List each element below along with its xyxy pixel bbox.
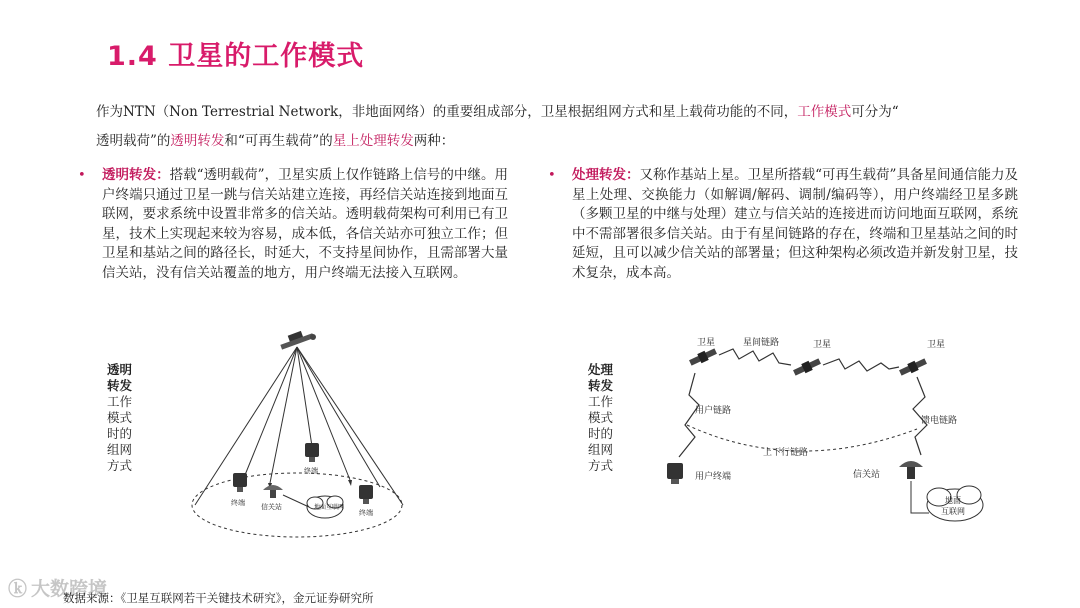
gateway-label: 信关站: [853, 470, 881, 480]
gateway-label: 信关站: [261, 503, 282, 511]
data-source-note: 数据来源：《卫星互联网若干关键技术研究》，金元证券研究所: [63, 591, 374, 605]
intro-paragraph: [96, 98, 1016, 156]
feeder-link-label: 馈电链路: [921, 416, 958, 426]
terminal-label: 终端: [231, 499, 245, 507]
transparent-forwarding-bullet: [78, 166, 508, 283]
gateway-internet-link: [911, 481, 929, 513]
intro-text: 作为NTN（Non Terrestrial Network，非地面网络）的重要组成部分，卫星根据组网方式和星上载荷功能的不同，: [96, 104, 798, 120]
intro-text-end: 可分为“: [851, 104, 899, 120]
left-diagram-caption: [107, 362, 141, 474]
right-diagram-caption: [588, 362, 622, 474]
beam-lines: [195, 347, 403, 505]
inter-satellite-link-1: [719, 349, 791, 365]
satellite-icon: [792, 357, 822, 378]
bullet-text: [102, 166, 508, 283]
internet-label: 地面互联网: [314, 504, 345, 511]
intro-highlight-onboard: 星上处理转发: [332, 133, 414, 149]
satellite-label: 卫星: [813, 340, 832, 350]
bullet-heading: 透明转发：: [102, 167, 170, 183]
satellite-icon: [280, 331, 316, 350]
inter-satellite-link-label: 星间链路: [743, 338, 780, 348]
intro-text: 透明载荷”的: [96, 133, 171, 149]
internet-label-1: 地面: [945, 496, 961, 505]
bullet-marker: •: [548, 168, 556, 183]
user-terminal-icon: [667, 463, 683, 484]
terminal-icon: [305, 443, 319, 462]
terminal-icon: [359, 485, 373, 504]
bullet-heading: 处理转发：: [572, 167, 640, 183]
intro-highlight-transparent: 透明转发: [170, 133, 225, 149]
transparent-network-diagram: [185, 325, 455, 547]
intro-text: 两种：: [413, 133, 455, 149]
gateway-dish-icon: [263, 485, 283, 498]
internet-label-2: 互联网: [941, 507, 965, 516]
caption-rest: 工作模式时的组网方式: [588, 394, 614, 473]
inter-satellite-link-2: [823, 359, 899, 371]
bullet-marker: •: [78, 168, 86, 183]
intro-line-1: [96, 98, 1016, 127]
satellite-icon: [898, 357, 928, 378]
processing-network-diagram: [655, 325, 995, 525]
gateway-dish-icon: [899, 461, 923, 479]
watermark-text: 大数跨境: [31, 578, 108, 600]
intro-highlight-mode: 工作模式: [797, 104, 852, 120]
processing-forwarding-bullet: [548, 166, 1018, 283]
satellite-label: 卫星: [927, 340, 946, 350]
bullet-body: 又称作基站上星。卫星所搭载“可再生载荷”具备星间通信能力及星上处理、交换能力（如解调/解码、调制/编码等），用户终端经卫星多跳（多颗卫星的中继与处理）建立与信关站的连接进而访问地面互联网，系统中不需部署很多信关站。由于有星间链路的存在，终端和卫星基站之间的时延短，且可以减少信关站的部署量；但这种架构必须改造并新发射卫星，技术复杂，成本高。: [572, 167, 1018, 281]
intro-line-2: [96, 127, 1016, 156]
terminal-label: 终端: [304, 467, 318, 475]
bullet-body: 搭载“透明载荷”，卫星实质上仅作链路上信号的中继。用户终端只通过卫星一跳与信关站建立连接，再经信关站连接到地面互联网，要求系统中设置非常多的信关站。透明载荷架构可利用已有卫星，技术上实现起来较为容易，成本低，各信关站亦可独立工作；但卫星和基站之间的路径长，时延大，不支持星间协作，且需部署大量信关站，没有信关站覆盖的地方，用户终端无法接入互联网。: [102, 167, 509, 281]
terminal-icon: [233, 473, 247, 492]
watermark-logo-icon: ⓚ: [8, 578, 28, 600]
caption-bold: 透明转发: [107, 362, 133, 393]
terminal-label: 终端: [359, 509, 373, 517]
intro-text: 和“可再生载荷”的: [224, 133, 333, 149]
bullet-text: [572, 166, 1018, 283]
caption-bold: 处理转发: [588, 362, 614, 393]
user-terminal-label: 用户终端: [695, 472, 732, 482]
caption-rest: 工作模式时的组网方式: [107, 394, 133, 473]
updown-link-label: 上下行链路: [763, 448, 809, 458]
user-link-label: 用户链路: [695, 406, 732, 416]
gateway-internet-link: [283, 495, 309, 507]
satellite-icon: [688, 347, 718, 368]
arrowheads: [243, 453, 352, 489]
coverage-ellipse: [192, 473, 402, 537]
page-title: 1.4 卫星的工作模式: [107, 41, 365, 72]
satellite-label: 卫星: [697, 338, 716, 348]
